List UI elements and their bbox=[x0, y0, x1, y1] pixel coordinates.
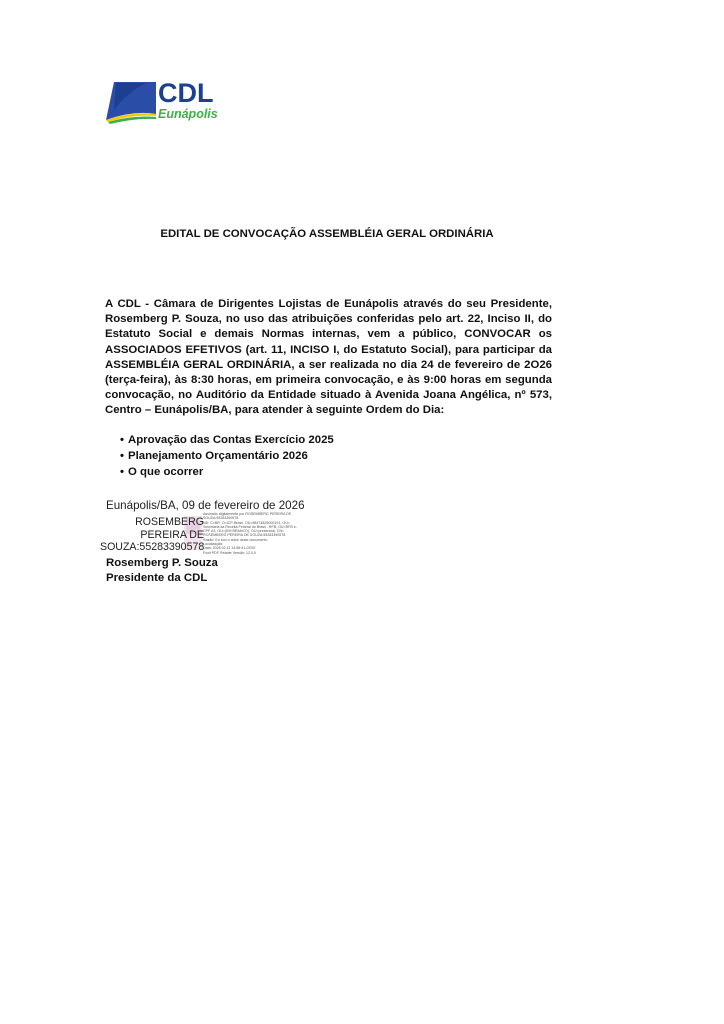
cdl-logo bbox=[106, 80, 226, 124]
signature-name-line: PEREIRA DE bbox=[140, 528, 204, 541]
signature-detail-line: Foxit PDF Reader Versão: 12.0.0 bbox=[203, 550, 256, 555]
agenda-item: • Planejamento Orçamentário 2026 bbox=[120, 448, 334, 464]
signature-detail-line: SOUZA:55283390578 bbox=[203, 516, 239, 521]
signer-block bbox=[106, 556, 218, 586]
cdl-logo-swoosh-icon bbox=[106, 80, 158, 124]
agenda-list bbox=[120, 432, 334, 481]
signature-detail-line: Assinado digitalmente por ROSEMBERG PEREIRA DE bbox=[203, 512, 292, 516]
signature-detail-line: Localização: bbox=[203, 542, 223, 547]
signature-detail-line: Data: 2026.02.11 14:56:41-03'00' bbox=[203, 546, 256, 551]
convocation-paragraph: A CDL - Câmara de Dirigentes Lojistas de Eunápolis através do seu Presidente, Rosemberg P. Souza, no uso das atribuições conferidas pelo art. 22, Inciso II, do Estatuto Social e demais Normas internas, vem a público, CONVOCAR os ASSOCIADOS EFETIVOS (art. 11, INCISO I, do Estatuto Social), para participar da ASSEMBLÉIA GERAL ORDINÁRIA, a ser realizada no dia 24 de fevereiro de 2O26 (terça-feira), às 8:30 horas, em primeira convocação, e às 9:00 horas em segunda convocação, no Auditório da Entidade situado à Avenida Joana Angélica, nº 573, Centro – Eunápolis/BA, para atender à seguinte Ordem do Dia: bbox=[105, 298, 552, 417]
signature-detail-line: CPF A3, OU=(EM BRANCO), OU=presencial, CN= bbox=[203, 529, 285, 534]
signature-details bbox=[203, 512, 311, 555]
signature-detail-line: ROSEMBERG PEREIRA DE SOUZA:55283390578 bbox=[203, 533, 286, 538]
document-title: EDITAL DE CONVOCAÇÃO ASSEMBLÉIA GERAL ORDINÁRIA bbox=[160, 228, 494, 240]
agenda-item: • O que ocorrer bbox=[120, 464, 334, 480]
signature-detail-line: Razão: Eu sou o autor deste documento bbox=[203, 537, 268, 542]
agenda-item: • Aprovação das Contas Exercício 2025 bbox=[120, 432, 334, 448]
date-line: Eunápolis/BA, 09 de fevereiro de 2026 bbox=[106, 499, 305, 512]
logo-brand-text: CDL bbox=[158, 78, 214, 108]
logo-city-text: Eunápolis bbox=[158, 107, 218, 121]
signature-detail-line: ND: C=BR, O=ICP-Brasil, OU=58474825000191, OU= bbox=[203, 520, 290, 525]
signature-name-line: SOUZA:55283390578 bbox=[100, 541, 205, 554]
signer-role: Presidente da CDL bbox=[106, 572, 208, 585]
signature-detail-line: Secretaria da Receita Federal do Brasil - RFB, OU=RFB e- bbox=[203, 524, 297, 529]
signature-name-line: ROSEMBERG bbox=[135, 516, 204, 528]
signature-name-block bbox=[100, 516, 204, 554]
signer-name: Rosemberg P. Souza bbox=[106, 557, 218, 569]
